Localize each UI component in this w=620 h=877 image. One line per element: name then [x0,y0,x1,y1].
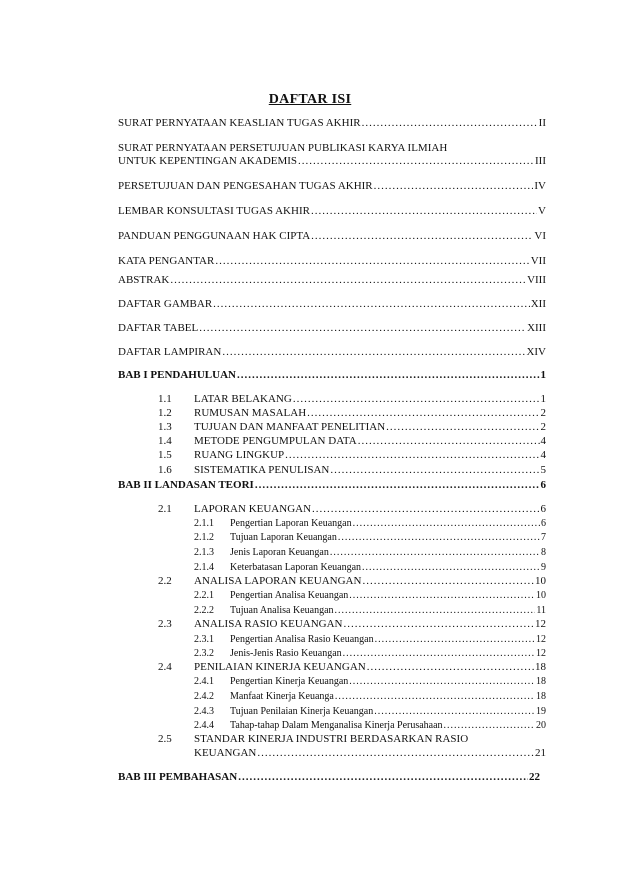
page-title: DAFTAR ISI [268,92,352,107]
toc-leader-dots [349,675,535,688]
toc-entry-label: BAB I PENDAHULUAN [118,369,236,381]
toc-entry-number: 1.3 [158,421,172,433]
toc-entry-page: VI [534,230,546,242]
toc-entry-page: 12 [536,634,546,645]
toc-leader-dots [170,274,526,287]
toc-entry-number: 2.1.4 [194,562,214,573]
toc-entry-label: LAPORAN KEUANGAN [194,503,312,515]
toc-entry-page: 2 [540,421,546,433]
toc-leader-dots [344,618,535,631]
toc-entry-number: 2.3.1 [194,634,214,645]
toc-entry-number: 2.5 [158,733,172,745]
toc-entry-label: DAFTAR GAMBAR [118,298,213,310]
toc-entry-page: IV [534,180,546,192]
toc-entry-number: 2.2.2 [194,605,214,616]
toc-entry-label: ANALISA RASIO KEUANGAN [194,618,343,630]
toc-entry[interactable] [118,298,546,311]
toc-leader-dots [237,369,540,382]
toc-entry-label: KATA PENGANTAR [118,255,215,267]
toc-entry-label: PERSETUJUAN DAN PENGESAHAN TUGAS AKHIR [118,180,373,192]
toc-entry-number: 2.2.1 [194,590,214,601]
toc-subsection[interactable] [194,546,546,559]
toc-subsection[interactable] [194,690,546,703]
toc-entry-number: 2.4.2 [194,691,214,702]
toc-entry-label: RUANG LINGKUP [194,449,285,461]
toc-entry[interactable] [118,322,546,335]
toc-entry[interactable] [118,205,546,218]
toc-leader-dots [312,503,539,516]
toc-entry-number: 1.5 [158,449,172,461]
toc-leader-dots [335,604,536,617]
toc-entry-page: 5 [540,464,546,476]
toc-entry-label: TUJUAN DAN MANFAAT PENELITIAN [194,421,386,433]
toc-entry-label: RUMUSAN MASALAH [194,407,307,419]
toc-entry-label: BAB III PEMBAHASAN [118,771,238,783]
toc-leader-dots [311,230,533,243]
toc-entry-number: 1.2 [158,407,172,419]
toc-subsection[interactable] [194,633,546,646]
toc-entry-number: 1.6 [158,464,172,476]
toc-entry-page: 9 [541,562,546,573]
toc-chapter[interactable] [118,369,546,382]
toc-entry-label: Tujuan Laporan Keuangan [230,532,337,543]
toc-entry-number: 1.1 [158,393,172,405]
toc-section[interactable] [158,661,546,674]
toc-leader-dots [335,690,535,703]
toc-entry-label: ANALISA LAPORAN KEUANGAN [194,575,362,587]
toc-entry-label: Tujuan Penilaian Kinerja Keuangan [230,706,374,717]
toc-leader-dots [311,205,537,218]
toc-entry-label: Pengertian Laporan Keuangan [230,518,352,529]
toc-entry-page: 10 [535,575,546,587]
toc-section[interactable] [158,618,546,631]
toc-entry-number: 2.1 [158,503,172,515]
toc-leader-dots [362,575,534,588]
toc-entry[interactable] [118,155,546,168]
toc-leader-dots [374,180,534,193]
toc-entry-label: LATAR BELAKANG [194,393,292,405]
toc-entry-page: XII [530,298,546,310]
toc-leader-dots [215,255,529,268]
toc-entry-label: Pengertian Analisa Keuangan [230,590,349,601]
toc-entry-page: VIII [527,274,546,286]
toc-entry-page: 4 [540,449,546,461]
toc-entry-page: 6 [541,518,546,529]
toc-entry-page: 4 [540,435,546,447]
toc-entry-page: 10 [536,590,546,601]
toc-leader-dots [374,705,535,718]
toc-entry-label: BAB II LANDASAN TEORI [118,479,254,491]
toc-entry-page: 18 [536,691,546,702]
toc-entry-page: 8 [541,547,546,558]
toc-leader-dots [222,346,525,359]
toc-section[interactable] [158,435,546,448]
toc-entry-label: Keterbatasan Laporan Keuangan [230,562,362,573]
toc-entry-label: Jenis Laporan Keuangan [230,547,329,558]
toc-entry-number: 2.4.4 [194,720,214,731]
toc-leader-dots [199,322,526,335]
toc-leader-dots [349,589,535,602]
toc-section[interactable] [158,575,546,588]
toc-leader-dots [343,647,535,660]
toc-entry-label: Pengertian Kinerja Keuangan [230,676,349,687]
toc-leader-dots [238,771,528,784]
toc-entry-number: 1.4 [158,435,172,447]
toc-entry-number: 2.4 [158,661,172,673]
toc-subsection[interactable] [194,531,546,544]
toc-entry-page: 12 [536,648,546,659]
toc-subsection[interactable] [194,561,546,574]
toc-leader-dots [330,464,539,477]
toc-entry-number: 2.3 [158,618,172,630]
toc-chapter[interactable] [118,771,540,784]
toc-entry[interactable] [118,230,546,243]
toc-entry-page: 2 [540,407,546,419]
toc-leader-dots [285,449,539,462]
toc-entry-label: DAFTAR TABEL [118,322,199,334]
toc-entry[interactable] [118,180,546,193]
toc-leader-dots [362,117,538,130]
toc-entry-number: 2.1.1 [194,518,214,529]
toc-entry-page: 19 [536,706,546,717]
toc-entry-label-line1: SURAT PERNYATAAN PERSETUJUAN PUBLIKASI KARYA ILMIAH [118,142,448,154]
toc-subsection[interactable] [194,604,546,617]
toc-entry-label: Tujuan Analisa Keuangan [230,605,334,616]
toc-leader-dots [386,421,539,434]
toc-leader-dots [298,155,534,168]
toc-leader-dots [293,393,540,406]
toc-entry[interactable] [118,255,546,268]
toc-subsection[interactable] [194,517,546,530]
toc-entry-number: 2.1.3 [194,547,214,558]
toc-chapter[interactable] [118,479,546,492]
toc-entry-number: 2.3.2 [194,648,214,659]
toc-entry-label: Manfaat Kinerja Keuanga [230,691,334,702]
toc-entry-page: 12 [535,618,546,630]
toc-entry-page: V [538,205,546,217]
toc-entry-label: DAFTAR LAMPIRAN [118,346,222,358]
toc-entry-label: KEUANGAN [194,747,257,759]
toc-leader-dots [362,561,540,574]
toc-leader-dots [307,407,539,420]
toc-entry-label: SISTEMATIKA PENULISAN [194,464,330,476]
toc-section[interactable] [158,407,546,420]
toc-subsection[interactable] [194,647,546,660]
toc-leader-dots [367,661,534,674]
toc-section[interactable] [158,503,546,516]
toc-section[interactable] [158,421,546,434]
toc-leader-dots [330,546,540,559]
toc-leader-dots [444,719,535,732]
toc-entry-page: XIII [527,322,546,334]
toc-entry-page: XIV [526,346,546,358]
toc-subsection[interactable] [194,675,546,688]
toc-entry-page: II [538,117,546,129]
toc-leader-dots [338,531,540,544]
toc-entry-page: 22 [529,771,540,783]
toc-entry-page: 18 [535,661,546,673]
toc-entry-number: 2.2 [158,575,172,587]
toc-entry-page: 1 [540,369,546,381]
toc-entry-label: ABSTRAK [118,274,170,286]
toc-entry-page: 11 [536,605,546,616]
toc-entry-label: SURAT PERNYATAAN KEASLIAN TUGAS AKHIR [118,117,361,129]
toc-entry-page: 7 [541,532,546,543]
toc-entry-number: 2.4.1 [194,676,214,687]
toc-entry[interactable] [118,117,546,130]
toc-leader-dots [213,298,530,311]
toc-entry-label: PANDUAN PENGGUNAAN HAK CIPTA [118,230,311,242]
toc-leader-dots [375,633,535,646]
toc-leader-dots [255,479,540,492]
toc-entry[interactable] [118,274,546,287]
toc-entry-page: 6 [540,503,546,515]
toc-entry-number: 2.4.3 [194,706,214,717]
toc-entry-page: VII [530,255,546,267]
toc-entry-label: PENILAIAN KINERJA KEUANGAN [194,661,366,673]
toc-entry-page: 21 [535,747,546,759]
toc-entry-page: 18 [536,676,546,687]
toc-entry-page: 20 [536,720,546,731]
toc-entry-label: UNTUK KEPENTINGAN AKADEMIS [118,155,298,167]
toc-section[interactable] [194,747,546,760]
toc-leader-dots [353,517,540,530]
toc-subsection[interactable] [194,705,546,718]
toc-entry-page: 1 [540,393,546,405]
toc-entry-label: Pengertian Analisa Rasio Keuangan [230,634,374,645]
toc-entry-page: III [535,155,546,167]
toc-section[interactable] [158,449,546,462]
toc-entry-label: Jenis-Jenis Rasio Keuangan [230,648,342,659]
toc-subsection[interactable] [194,589,546,602]
toc-leader-dots [358,435,540,448]
toc-entry[interactable] [118,346,546,359]
toc-entry-label: METODE PENGUMPULAN DATA [194,435,357,447]
toc-entry-label: Tahap-tahap Dalam Menganalisa Kinerja Perusahaan [230,720,443,731]
toc-section[interactable] [158,464,546,477]
toc-leader-dots [257,747,534,760]
toc-entry-label: LEMBAR KONSULTASI TUGAS AKHIR [118,205,310,217]
toc-subsection[interactable] [194,719,546,732]
toc-entry-page: 6 [540,479,546,491]
toc-section[interactable] [158,393,546,406]
toc-entry-number: 2.1.2 [194,532,214,543]
toc-entry-label-line1: STANDAR KINERJA INDUSTRI BERDASARKAN RASIO [194,733,469,745]
